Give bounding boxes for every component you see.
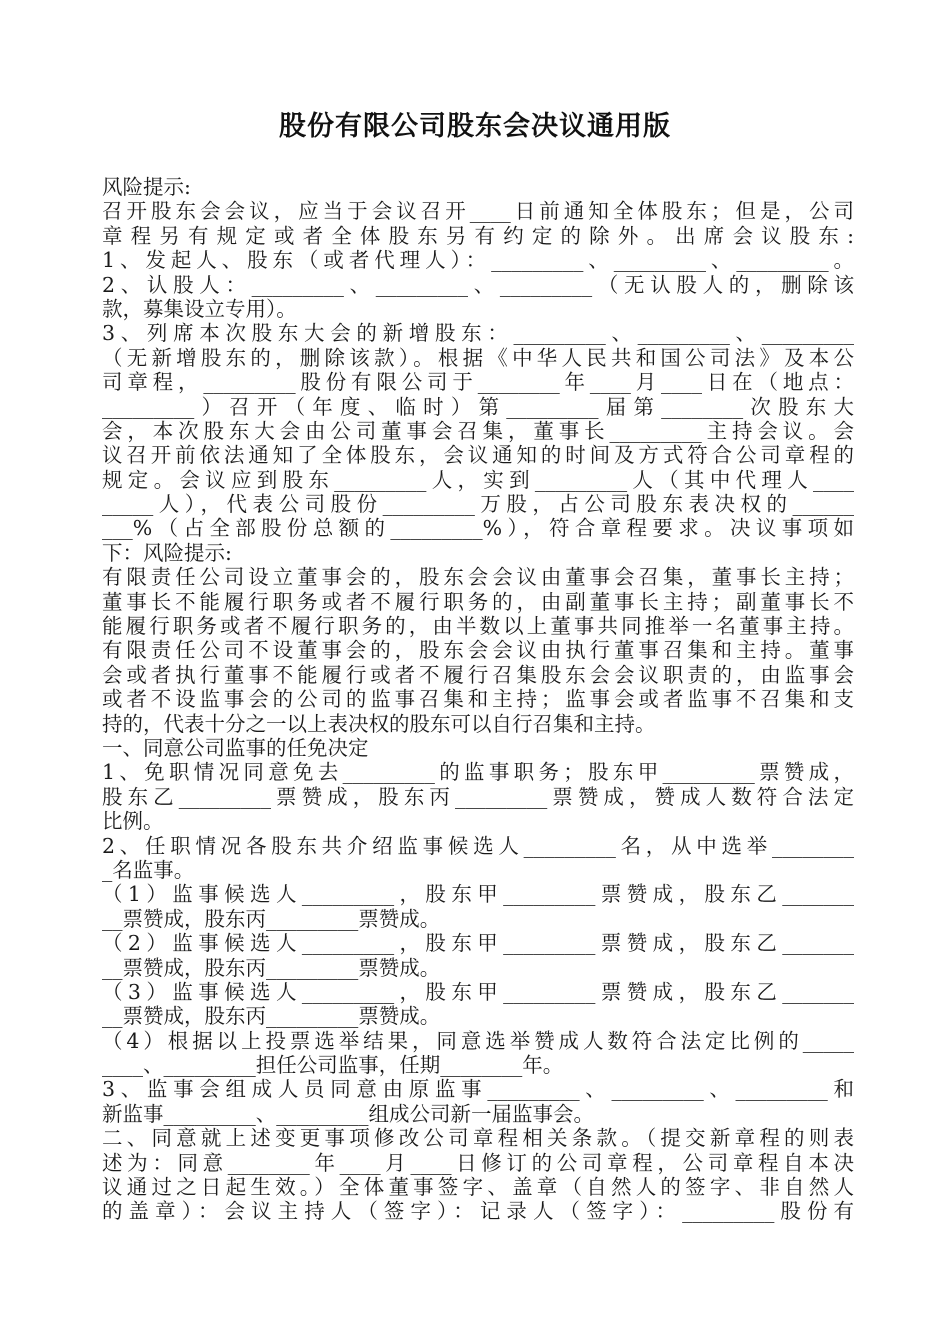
document-line: ____、_________担任公司监事，任期________年。 (102, 1053, 564, 1078)
document-line: 一、同意公司监事的任免决定 (102, 735, 369, 760)
document-line: __票赞成，股东丙_________票赞成。 (102, 906, 441, 931)
document-line: 述为：同意________年____月____日修订的公司章程，公司章程自本决 (102, 1150, 854, 1175)
document-line: 3、监事会组成人员同意由原监事_________、_________、_________和 (102, 1077, 854, 1102)
document-line: 3、列席本次股东大会的新增股东：_________、_________、_________ (102, 321, 854, 346)
document-line: 风险提示: (102, 175, 191, 199)
document-line: 股东乙_________票赞成，股东丙_________票赞成，赞成人数符合法定 (102, 784, 854, 809)
document-line: ___%（占全部股份总额的_________%），符合章程要求。决议事项如 (102, 516, 854, 541)
document-line: （3）监事候选人_________，股东甲_________票赞成，股东乙_______ (102, 979, 854, 1004)
document-line: 款，募集设立专用）。 (102, 296, 297, 321)
document-line: __票赞成，股东丙_________票赞成。 (102, 1004, 441, 1029)
document-line: __票赞成，股东丙_________票赞成。 (102, 955, 441, 980)
document-line: _____人），代表公司股份_________万股，占公司股东表决权的______ (102, 492, 854, 517)
document-line: 司章程，_________股份有限公司于________年____月____日在（地点： (102, 370, 854, 395)
document-line: 1、免职情况同意免去_________的监事职务；股东甲_________票赞成， (102, 760, 854, 785)
document-line: 2、任职情况各股东共介绍监事候选人_________名，从中选举________ (102, 833, 854, 858)
document-line: 议召开前依法通知了全体股东，会议通知的时间及方式符合公司章程的 (102, 443, 854, 468)
document-line: 2、认股人：_________、_________、_________（无认股人的，删除该 (102, 272, 854, 297)
document-line: 的盖章）：会议主持人（签字）：记录人（签字）：_________股份有 (102, 1199, 854, 1224)
document-line: 召开股东会会议，应当于会议召开____日前通知全体股东；但是，公司 (102, 199, 854, 224)
document-line: 新监事_________、_________组成公司新一届监事会。 (102, 1101, 594, 1126)
document-line: 二、同意就上述变更事项修改公司章程相关条款。（提交新章程的则表 (102, 1126, 854, 1151)
document-line: 下：风险提示: (102, 540, 232, 565)
document-line: _名监事。 (102, 857, 195, 882)
document-line: 能履行职务或者不履行职务的，由半数以上董事共同推举一名董事主持。 (102, 614, 854, 639)
document-line: 1、发起人、股东（或者代理人）：_________、_________、_________。 (102, 248, 854, 273)
document-line: 有限责任公司不设董事会的，股东会会议由执行董事召集和主持。董事 (102, 638, 854, 663)
document-line: 议通过之日起生效。）全体董事签字、盖章（自然人的签字、非自然人 (102, 1175, 854, 1200)
document-body (102, 175, 854, 1224)
document-line: 有限责任公司设立董事会的，股东会会议由董事会召集，董事长主持； (102, 565, 854, 590)
document-line: 比例。 (102, 809, 164, 834)
document-line: （2）监事候选人_________，股东甲_________票赞成，股东乙_______ (102, 931, 854, 956)
document-line: （4）根据以上投票选举结果，同意选举赞成人数符合法定比例的_____ (102, 1028, 854, 1053)
document-line: （无新增股东的，删除该款）。根据《中华人民共和国公司法》及本公 (102, 345, 854, 370)
document-line: 会或者执行董事不能履行或者不履行召集股东会会议职责的，由监事会 (102, 662, 854, 687)
document-line: 章程另有规定或者全体股东另有约定的除外。出席会议股东: (102, 223, 854, 248)
document-line: _________）召开（年度、临时）第_________届第________次股东大 (102, 394, 854, 419)
document-line: （1）监事候选人_________，股东甲_________票赞成，股东乙_______ (102, 882, 854, 907)
document-line: 持的，代表十分之一以上表决权的股东可以自行召集和主持。 (102, 711, 656, 736)
document-line: 规定。会议应到股东_________人，实到_________人（其中代理人____ (102, 467, 854, 492)
document-line: 或者不设监事会的公司的监事召集和主持；监事会或者监事不召集和支 (102, 687, 854, 712)
document-line: 董事长不能履行职务或者不履行职务的，由副董事长主持；副董事长不 (102, 589, 854, 614)
document-title: 股份有限公司股东会决议通用版 (279, 111, 671, 142)
document-line: 会，本次股东大会由公司董事会召集，董事长_________主持会议。会 (102, 418, 854, 443)
